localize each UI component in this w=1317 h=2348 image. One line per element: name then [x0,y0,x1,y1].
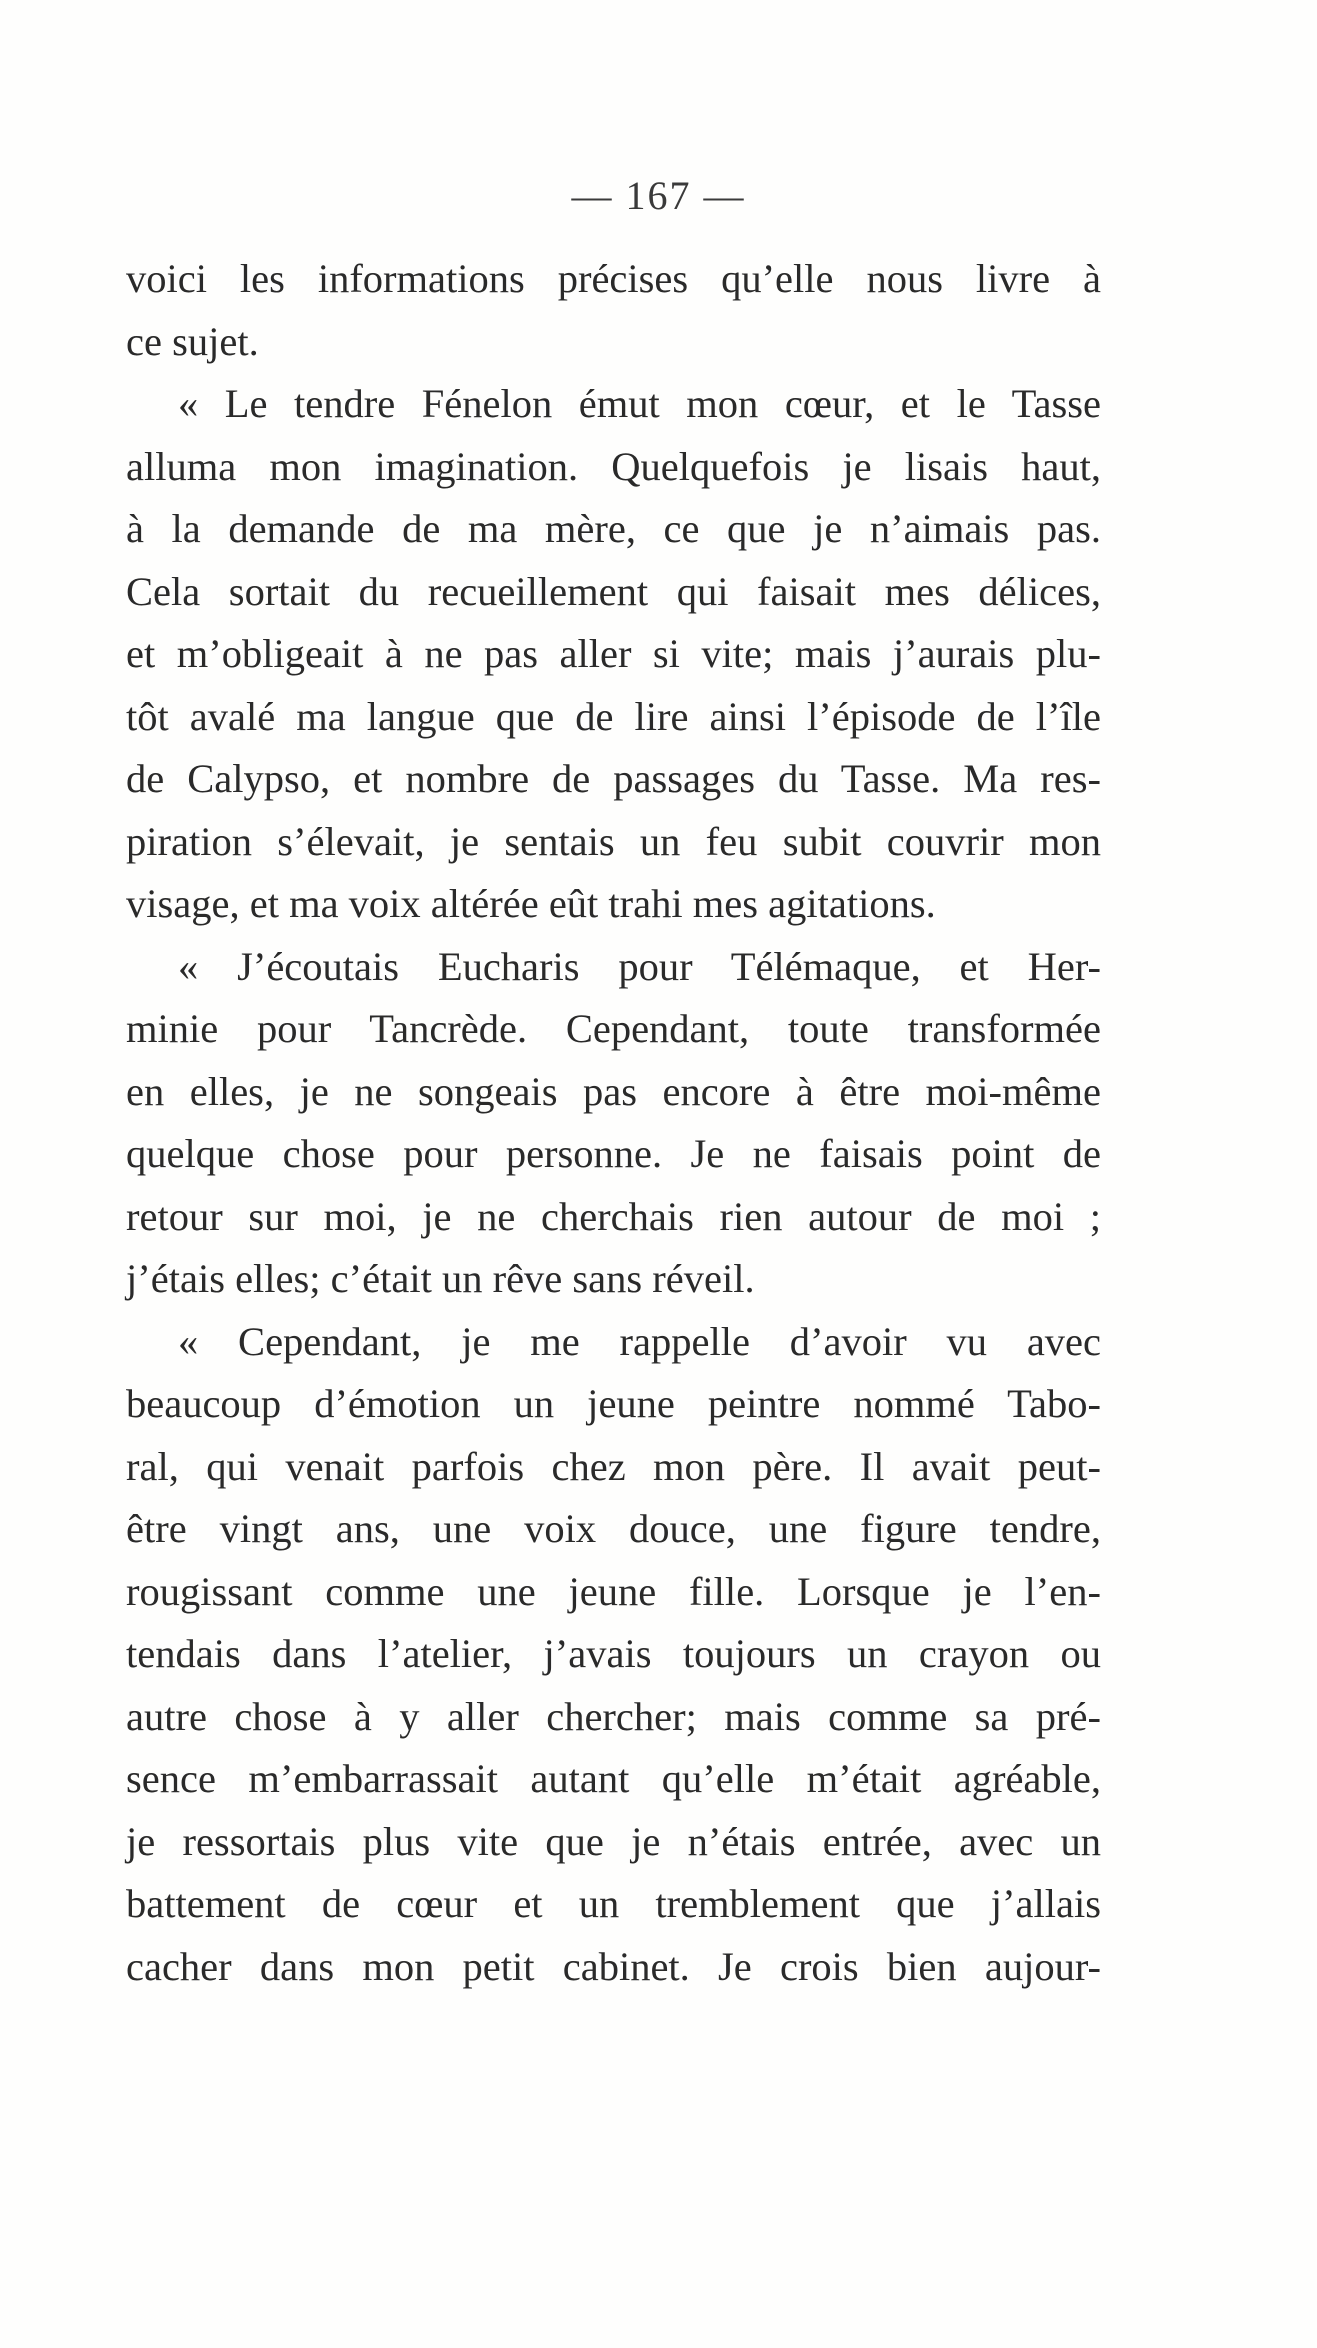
text-line: beaucoup d’émotion un jeune peintre nommé Tabo- [126,1381,1101,1426]
text-line: et m’obligeait à ne pas aller si vite; mais j’aurais plu- [126,631,1101,676]
text-line: retour sur moi, je ne cherchais rien autour de moi ; [126,1193,1101,1239]
text-line: alluma mon imagination. Quelquefois je lisais haut, [126,443,1101,489]
text-line: rougissant comme une jeune fille. Lorsque je l’en- [126,1568,1101,1614]
text-line: autre chose à y aller chercher; mais comme sa pré- [126,1693,1101,1739]
text-line: tendais dans l’atelier, j’avais toujours un crayon ou [126,1631,1101,1676]
text-line: être vingt ans, une voix douce, une figure tendre, [126,1506,1101,1551]
text-line: sence m’embarrassait autant qu’elle m’était agréable, [126,1756,1101,1801]
text-line: ral, qui venait parfois chez mon père. Il avait peut- [126,1443,1101,1489]
text-line: de Calypso, et nombre de passages du Tasse. Ma res- [126,756,1101,801]
text-line: en elles, je ne songeais pas encore à être moi-même [126,1068,1101,1114]
text-line: tôt avalé ma langue que de lire ainsi l’épisode de l’île [126,693,1101,739]
text-line: battement de cœur et un tremblement que j’allais [126,1881,1101,1926]
text-line: Cela sortait du recueillement qui faisait mes délices, [126,568,1101,614]
text-line: visage, et ma voix altérée eût trahi mes agitations. [126,881,936,926]
body-text [126,248,1101,1998]
text-line: minie pour Tancrède. Cependant, toute transformée [126,1006,1101,1051]
text-line: j’étais elles; c’était un rêve sans réveil. [126,1256,755,1301]
text-line: quelque chose pour personne. Je ne faisais point de [126,1131,1101,1176]
text-line: « J’écoutais Eucharis pour Télémaque, et Her- [178,943,1101,989]
text-line: piration s’élevait, je sentais un feu subit couvrir mon [126,818,1101,864]
text-line: « Le tendre Fénelon émut mon cœur, et le Tasse [178,381,1101,426]
text-line: à la demande de ma mère, ce que je n’aimais pas. [126,506,1101,551]
text-line: je ressortais plus vite que je n’étais entrée, avec un [126,1818,1101,1864]
text-line: ce sujet. [126,318,259,364]
text-line: « Cependant, je me rappelle d’avoir vu avec [178,1318,1101,1364]
text-line: cacher dans mon petit cabinet. Je crois bien aujour- [126,1943,1101,1989]
text-line: voici les informations précises qu’elle nous livre à [126,256,1101,301]
page-number: — 167 — [571,173,746,218]
